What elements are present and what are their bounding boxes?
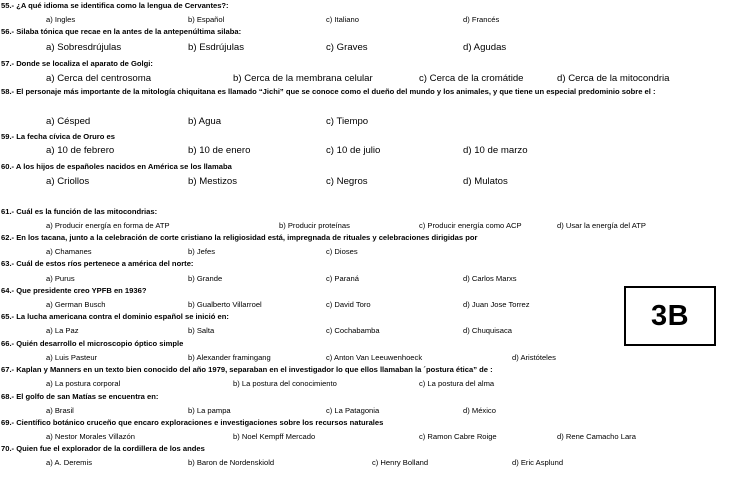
section-label-box [624, 286, 716, 346]
option-a: a) Producir energía en forma de ATP [46, 221, 170, 230]
question-62: 62.- En los tacana, junto a la celebración de corte cristiano la religiosidad está, impregnada de rituales y celebraciones dirigidas por [1, 233, 478, 242]
option-b: b) Salta [188, 326, 215, 335]
option-a: a) Sobresdrújulas [46, 42, 122, 53]
option-c: c) Italiano [326, 15, 359, 24]
option-b: b) La postura del conocimiento [233, 379, 337, 388]
option-d: d) Rene Camacho Lara [557, 432, 636, 441]
question-64: 64.- Que presidente creo YPFB en 1936? [1, 286, 147, 295]
question-60: 60.- A los hijos de españoles nacidos en América se los llamaba [1, 162, 232, 171]
question-68: 68.- El golfo de san Matías se encuentra en: [1, 392, 159, 401]
option-c: c) La postura del alma [419, 379, 495, 388]
option-d: d) México [463, 406, 496, 415]
option-a: a) Criollos [46, 176, 90, 187]
option-a: a) Chamanes [46, 247, 92, 256]
option-a: a) A. Deremis [46, 458, 92, 467]
question-69: 69.- Científico botánico cruceño que encaro exploraciones e investigaciones sobre los recursos naturales [1, 418, 384, 427]
option-a: a) La postura corporal [46, 379, 121, 388]
option-c: c) Cochabamba [326, 326, 380, 335]
option-a: a) Nestor Morales Villazón [46, 432, 135, 441]
option-a: a) Purus [46, 274, 75, 283]
question-61: 61.- Cuál es la función de las mitocondrias: [1, 207, 158, 216]
option-b: b) Mestizos [188, 176, 238, 187]
option-b: b) Baron de Nordenskiold [188, 458, 275, 467]
option-b: b) La pampa [188, 406, 231, 415]
option-a: a) Césped [46, 116, 91, 127]
question-70: 70.- Quien fue el explorador de la cordillera de los andes [1, 444, 205, 453]
option-b: b) Noel Kempff Mercado [233, 432, 316, 441]
section-label: 3B [650, 299, 690, 332]
option-b: b) Español [188, 15, 225, 24]
option-d: d) Cerca de la mitocondria [557, 73, 670, 84]
option-b: b) Alexander framingang [188, 353, 271, 362]
option-c: c) Cerca de la cromátide [419, 73, 524, 84]
option-b: b) Grande [188, 274, 223, 283]
option-b: b) Gualberto Villarroel [188, 300, 262, 309]
option-a: a) Brasil [46, 406, 74, 415]
option-a: a) Ingles [46, 15, 76, 24]
option-b: b) Producir proteínas [279, 221, 350, 230]
question-58: 58.- El personaje más importante de la mitología chiquitana es llamado “Jichi” que se conoce como el dueño del mundo y los animales, y que tiene un especial predominio sobre el : [1, 87, 656, 96]
option-c: c) Dioses [326, 247, 358, 256]
question-67: 67.- Kaplan y Manners en un texto bien conocido del año 1979, separaban en el investigador lo que ellos llamaban la ´postura ética” de : [1, 365, 493, 374]
option-c: c) Anton Van Leeuwenhoeck [326, 353, 423, 362]
option-c: c) La Patagonia [326, 406, 380, 415]
option-a: a) 10 de febrero [46, 145, 115, 156]
option-c: c) David Toro [326, 300, 371, 309]
option-b: b) 10 de enero [188, 145, 251, 156]
option-c: c) Henry Bolland [372, 458, 429, 467]
question-59: 59.- La fecha cívica de Oruro es [1, 132, 115, 141]
option-d: d) Mulatos [463, 176, 508, 187]
option-b: b) Esdrújulas [188, 42, 244, 53]
option-d: d) Eric Asplund [512, 458, 564, 467]
option-d: d) Carlos Marxs [463, 274, 517, 283]
option-c: c) Paraná [326, 274, 359, 283]
option-c: c) Ramon Cabre Roige [419, 432, 497, 441]
option-d: d) Francés [463, 15, 500, 24]
option-c: c) Negros [326, 176, 368, 187]
question-56: 56.- Silaba tónica que recae en la antes de la antepenúltima silaba: [1, 27, 242, 36]
question-66: 66.- Quién desarrollo el microscopio óptico simple [1, 339, 184, 348]
option-b: b) Jefes [188, 247, 216, 256]
option-a: a) German Busch [46, 300, 106, 309]
option-c: c) Tiempo [326, 116, 369, 127]
option-b: b) Agua [188, 116, 222, 127]
option-a: a) Luis Pasteur [46, 353, 98, 362]
option-c: c) Producir energía como ACP [419, 221, 522, 230]
option-c: c) 10 de julio [326, 145, 381, 156]
question-55: 55.- ¿A qué idioma se identifica como la lengua de Cervantes?: [1, 1, 229, 10]
option-d: d) Usar la energía del ATP [557, 221, 646, 230]
option-d: d) 10 de marzo [463, 145, 528, 156]
option-d: d) Agudas [463, 42, 507, 53]
option-a: a) La Paz [46, 326, 79, 335]
option-d: d) Chuquisaca [463, 326, 512, 335]
option-d: d) Juan Jose Torrez [463, 300, 530, 309]
question-63: 63.- Cuál de estos ríos pertenece a américa del norte: [1, 259, 194, 268]
option-b: b) Cerca de la membrana celular [233, 73, 373, 84]
option-a: a) Cerca del centrosoma [46, 73, 152, 84]
option-d: d) Aristóteles [512, 353, 556, 362]
question-57: 57.- Donde se localiza el aparato de Golgi: [1, 59, 153, 68]
option-c: c) Graves [326, 42, 368, 53]
question-65: 65.- La lucha americana contra el dominio español se inició en: [1, 312, 229, 321]
